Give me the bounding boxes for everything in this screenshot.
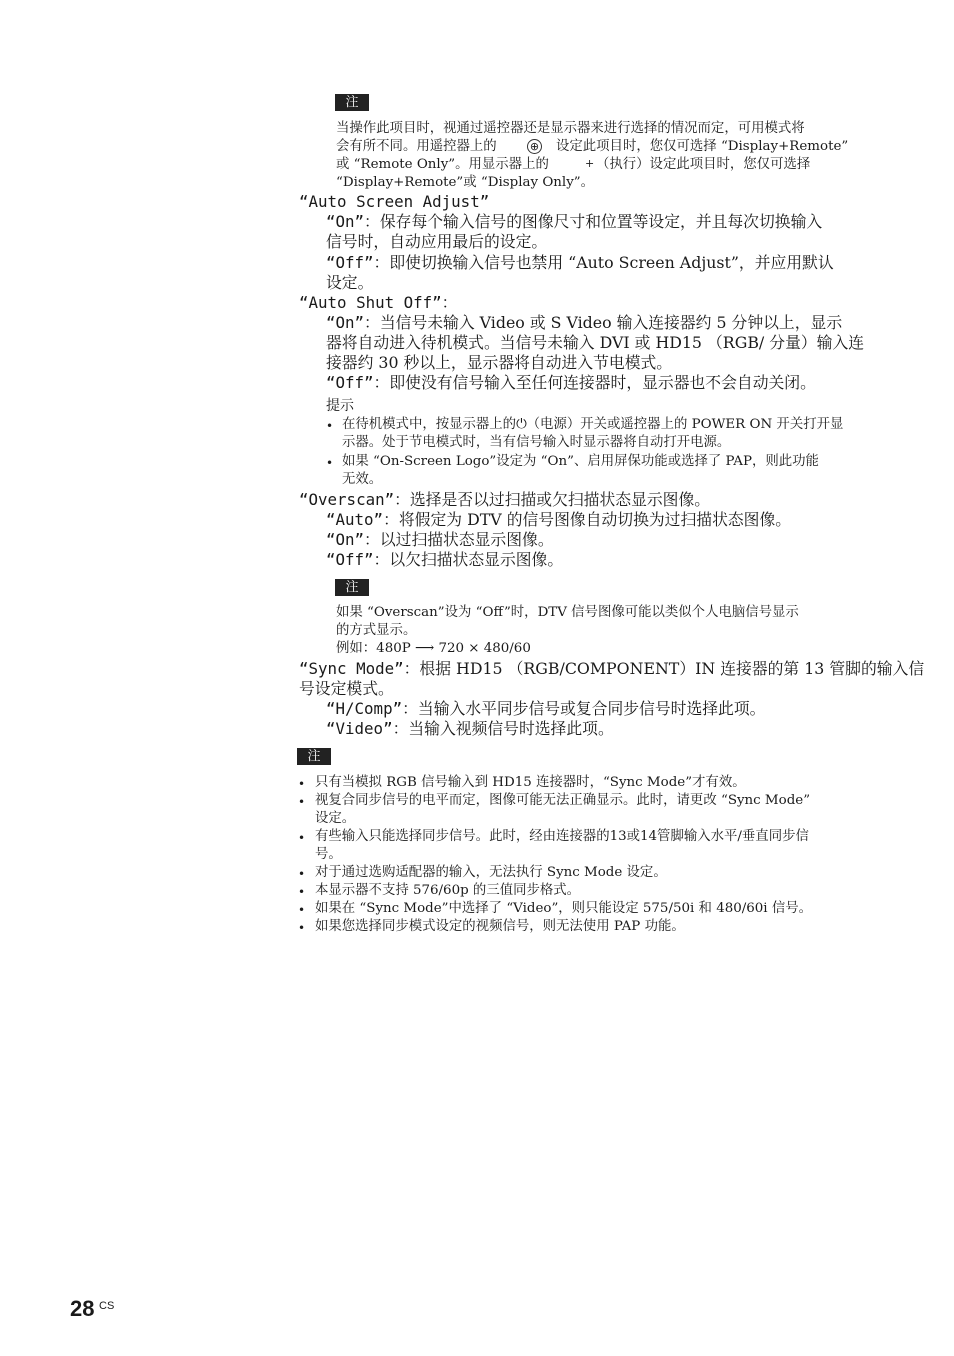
- bullet-icon: •: [298, 831, 306, 845]
- option-off-line: [326, 552, 563, 568]
- overscan-desc: 选择是否以过扫描或欠扫描状态显示图像。: [409, 490, 711, 509]
- bullet-icon: •: [298, 921, 306, 935]
- sync-mode-heading: “Sync Mode”：: [299, 659, 420, 678]
- note-text-line: （执行）设定此项目时，您仅可选择: [596, 157, 811, 172]
- option-label: “Off”：: [326, 550, 390, 569]
- hint-item-line: 示器。处于节电模式时，当有信号输入时显示器将自动打开电源。: [342, 435, 731, 450]
- auto-shut-off-heading: “Auto Shut Off”：: [299, 293, 458, 312]
- option-label: “On”：: [326, 212, 380, 231]
- option-label: “Off”：: [326, 373, 390, 392]
- bullet-icon: •: [298, 795, 306, 809]
- bullet-icon: •: [298, 867, 306, 881]
- option-desc-line: 信号时，自动应用最后的设定。: [326, 232, 548, 251]
- option-auto-line: [326, 512, 791, 528]
- option-video-line: [326, 721, 614, 737]
- option-desc: 保存每个输入信号的图像尺寸和位置等设定，并且每次切换输入: [379, 212, 823, 231]
- option-label: “On”：: [326, 313, 380, 332]
- option-label: “Off”：: [326, 253, 390, 272]
- note-item-line: 号。: [315, 847, 342, 862]
- hint-text: 在待机模式中，按显示器上的: [342, 417, 517, 432]
- note-text-line: 的方式显示。: [336, 623, 417, 638]
- note-item-line: 只有当模拟 RGB 信号输入到 HD15 连接器时，“Sync Mode”才有效。: [315, 775, 746, 790]
- bullet-icon: •: [326, 456, 334, 470]
- note-item-line: 有些输入只能选择同步信号。此时，经由连接器的13或14管脚输入水平/垂直同步信: [315, 829, 809, 844]
- auto-screen-adjust-heading: “Auto Screen Adjust”: [299, 192, 490, 211]
- note-item-line: 如果在 “Sync Mode”中选择了 “Video”，则只能设定 575/50i 和 480/60i 信号。: [315, 901, 813, 916]
- sync-mode-desc-line: 号设定模式。: [299, 679, 394, 698]
- option-desc: 当输入水平同步信号或复合同步信号时选择此项。: [417, 699, 766, 718]
- note-item-line: 视复合同步信号的电平而定，图像可能无法正确显示。此时，请更改 “Sync Mode”: [315, 793, 811, 808]
- bullet-icon: •: [326, 419, 334, 433]
- note-text-line: 会有所不同。用遥控器上的: [336, 139, 497, 154]
- power-icon: ⏻: [516, 417, 527, 432]
- option-desc: 当输入视频信号时选择此项。: [408, 719, 614, 738]
- note-text-line: “Display+Remote”或 “Display Only”。: [336, 175, 595, 190]
- option-on-line: [326, 532, 554, 548]
- option-desc: 当信号未输入 Video 或 S Video 输入连接器约 5 分钟以上，显示: [379, 313, 843, 332]
- option-desc-line: 接器约 30 秒以上，显示器将自动进入节电模式。: [326, 353, 673, 372]
- bullet-icon: •: [298, 903, 306, 917]
- note-example: 例如：480P ⟶ 720 × 480/60: [336, 641, 531, 656]
- sync-mode-desc: 根据 HD15 （RGB/COMPONENT）IN 连接器的第 13 管脚的输入信: [419, 659, 925, 678]
- sync-mode-line: [299, 661, 924, 677]
- note-item-line: 本显示器不支持 576/60p 的三值同步格式。: [315, 883, 581, 898]
- bullet-icon: •: [298, 777, 306, 791]
- option-desc: 即使没有信号输入至任何连接器时，显示器也不会自动关闭。: [389, 373, 816, 392]
- option-desc: 以过扫描状态显示图像。: [379, 530, 554, 549]
- note-item-line: 设定。: [315, 811, 356, 826]
- option-desc: 以欠扫描状态显示图像。: [389, 550, 564, 569]
- hint-item-line: [342, 418, 843, 431]
- hint-text: （电源）开关或遥控器上的 POWER ON 开关打开显: [526, 417, 844, 432]
- note-text-line: 设定此项目时，您仅可选择 “Display+Remote”: [556, 139, 849, 154]
- option-off-line: [326, 375, 816, 391]
- note-badge: 注: [335, 94, 369, 111]
- note-badge: 注: [335, 579, 369, 596]
- note-text-line: 当操作此项目时，视通过遥控器还是显示器来进行选择的情况而定，可用模式将: [336, 121, 805, 136]
- overscan-line: [299, 492, 710, 508]
- option-desc-line: 设定。: [326, 273, 374, 292]
- remote-enter-icon: ⊕: [527, 139, 542, 154]
- hint-title: 提示: [326, 398, 354, 414]
- option-label: “On”：: [326, 530, 380, 549]
- option-label: “H/Comp”：: [326, 699, 418, 718]
- note-text-line: 或 “Remote Only”。用显示器上的: [336, 157, 549, 172]
- note-item-line: 对于通过选购适配器的输入，无法执行 Sync Mode 设定。: [315, 865, 667, 880]
- page-language-suffix: CS: [99, 1300, 115, 1312]
- note-text-line: 如果 “Overscan”设为 “Off”时，DTV 信号图像可能以类似个人电脑信号显示: [336, 605, 799, 620]
- option-off-line: [326, 255, 834, 271]
- option-hcomp-line: [326, 701, 765, 717]
- note-item-line: 如果您选择同步模式设定的视频信号，则无法使用 PAP 功能。: [315, 919, 685, 934]
- option-label: “Auto”：: [326, 510, 399, 529]
- note-badge: 注: [297, 748, 331, 765]
- hint-item-line: 无效。: [342, 472, 383, 487]
- option-label: “Video”：: [326, 719, 409, 738]
- hint-item-line: 如果 “On-Screen Logo”设定为 “On”、启用屏保功能或选择了 PAP，则此功能: [342, 454, 819, 469]
- overscan-heading: “Overscan”：: [299, 490, 410, 509]
- display-enter-icon: +: [585, 157, 595, 170]
- page-number: 28: [70, 1296, 95, 1321]
- bullet-icon: •: [298, 885, 306, 899]
- option-desc-line: 器将自动进入待机模式。当信号未输入 DVI 或 HD15 （RGB/ 分量）输入连: [326, 333, 865, 352]
- option-on-line: [326, 315, 842, 331]
- option-on-line: [326, 214, 822, 230]
- option-desc: 将假定为 DTV 的信号图像自动切换为过扫描状态图像。: [398, 510, 792, 529]
- option-desc: 即使切换输入信号也禁用 “Auto Screen Adjust”，并应用默认: [389, 253, 834, 272]
